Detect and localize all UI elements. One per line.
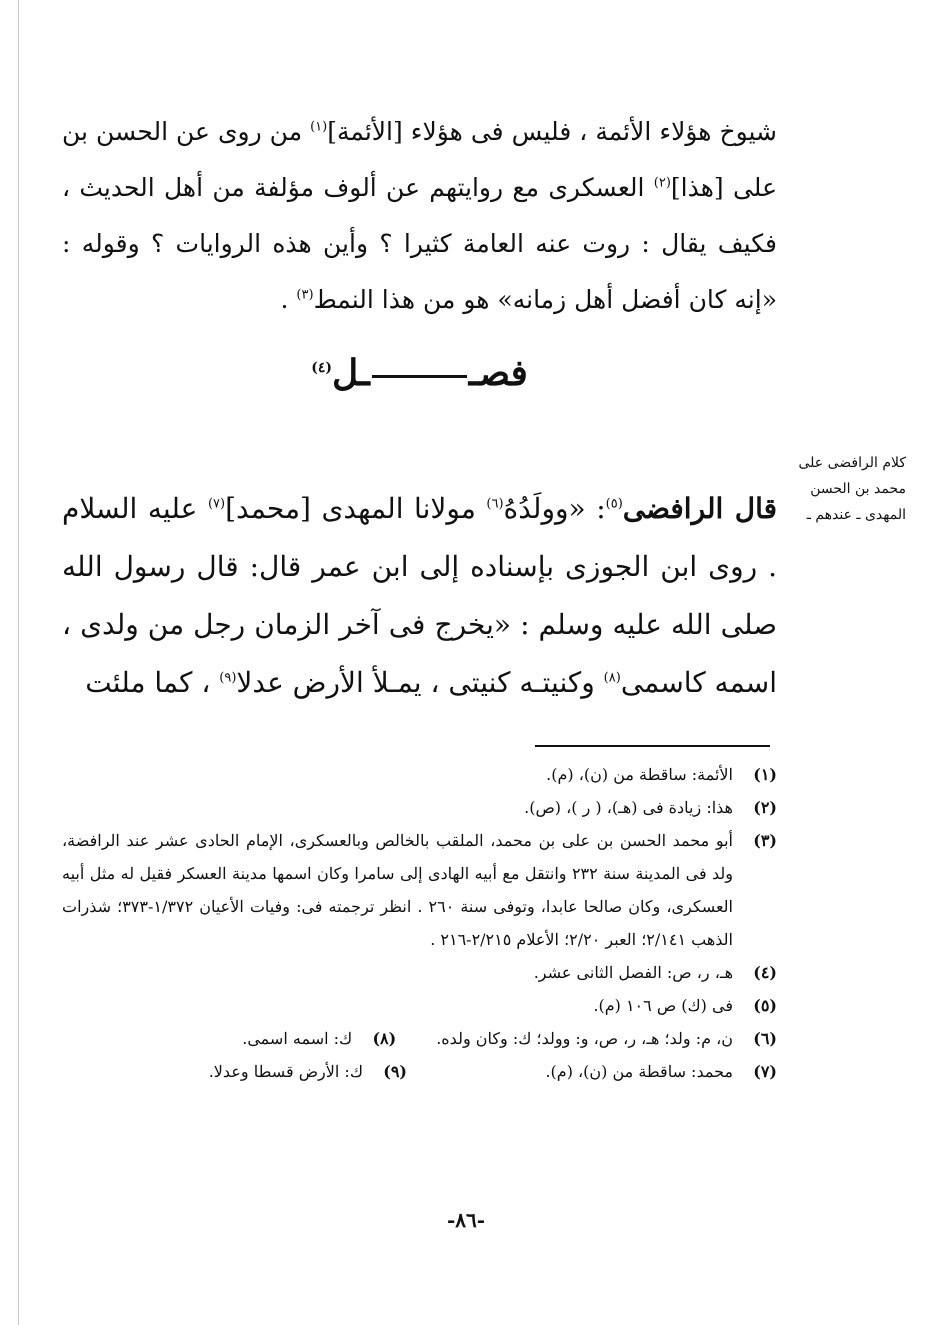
footnote-ref-9: (٩) [219,670,237,686]
main-paragraph-part5: ، كما ملئت [85,666,220,699]
footnote-number: (٥) [753,996,777,1015]
main-paragraph-part4: وكنيتـه كنيتى ، يمـلأ الأرض عدلا [236,666,604,699]
footnote-text: هذا: زيادة فى (هـ)، ( ر )، (ص). [524,798,733,817]
footnote-1 [62,758,777,791]
footnote-text: ن، م: ولد؛ هـ، ر، ص، و: وولد؛ ك: وكان ولده. [436,1029,733,1048]
main-paragraph-part3: عليه السلام . روى ابن الجوزى بإسناده إلى ابن عمر قال: قال رسول الله صلى الله عليه وسلم : «يخرج فى آخر الزمان رجل من ولدى ، اسمه كاسمى [62,492,777,699]
top-paragraph-part3: العسكرى مع روايتهم عن ألوف مؤلفة من أهل الحديث ، فكيف يقال : روت عنه العامة كثيرا ؟ وأين هذه الروايات ؟ وقوله : «إنه كان أفضل أهل زمانه» هو من هذا النمط [62,173,777,314]
footnote-row-7-9 [62,1055,777,1088]
footnote-number: (٩) [383,1062,407,1081]
footnote-number: (٢) [753,798,777,817]
footnote-ref-7: (٧) [207,496,226,512]
footnote-7 [447,1055,777,1088]
footnote-ref-2: (٢) [653,175,671,191]
footnotes [62,758,777,1088]
footnote-row-6-8 [62,1022,777,1055]
footnote-text: فى (ك) ص ١٠٦ (م). [593,996,733,1015]
heading-start: فصـ [468,352,528,394]
footnote-number: (٦) [753,1029,777,1048]
footnote-number: (٤) [753,963,777,982]
main-paragraph [62,480,777,712]
margin-note: كلام الرافضى على محمد بن الحسن المهدى ـ عندهم ـ [798,455,906,523]
footnote-ref-8: (٨) [603,670,621,686]
footnote-text: ك: اسمه اسمى. [242,1029,353,1048]
top-paragraph-part4: . [280,285,297,314]
top-paragraph-part1: شيوخ هؤلاء الأئمة ، فليس فى هؤلاء [الأئمة] [327,117,777,146]
binding-line [18,0,19,1325]
speaker-label: قال الرافضى [622,492,778,525]
top-paragraph-part2: من روى عن الحسن بن على [هذا] [62,117,777,202]
footnote-8 [242,1022,396,1055]
footnote-9 [209,1055,407,1088]
footnote-2 [62,791,777,824]
footnote-3 [62,824,777,956]
footnote-text: هـ، ر، ص: الفصل الثانى عشر. [533,963,733,982]
footnote-5 [62,989,777,1022]
page-number: -٨٦- [446,1208,486,1232]
main-paragraph-part1: : «وولَدُهُ [503,492,606,525]
footnote-ref-3: (٣) [296,287,314,303]
footnote-number: (٧) [753,1062,777,1081]
footnote-ref-5: (٥) [605,496,623,512]
main-paragraph-part2: مولانا المهدى [محمد] [225,492,487,525]
footnote-number: (٣) [753,831,777,850]
top-paragraph [62,104,777,328]
heading-end: ـل [331,352,370,394]
footnote-4 [62,956,777,989]
footnote-text: محمد: ساقطة من (ن)، (م). [545,1062,733,1081]
footnote-ref-6: (٦) [486,496,504,512]
footnote-separator [535,745,770,747]
footnote-number: (١) [753,765,777,784]
footnote-text: أبو محمد الحسن بن على بن محمد، الملقب بالخالص وبالعسكرى، الإمام الحادى عشر عند الرافضة، ولد فى المدينة سنة ٢٣٢ وانتقل مع أبيه الهادى إلى سامرا وكان اسمها مدينة العسكر فقيل له مثل أبيه العسكرى، وكان صالحا عابدا، وتوفى سنة ٢٦٠ . انظر ترجمته فى: وفيات الأعيان ١/٣٧٢-٣٧٣؛ شذرات الذهب ٢/١٤١؛ العبر ٢/٢٠؛ الأعلام ٢/٢١٥-٢١٦ . [62,831,733,949]
section-heading [62,352,777,394]
footnote-text: ك: الأرض قسطا وعدلا. [208,1062,363,1081]
footnote-ref-4: (٤) [311,360,332,376]
footnote-text: الأئمة: ساقطة من (ن)، (م). [546,765,733,784]
footnote-6 [436,1022,777,1055]
heading-tatweel [372,375,467,378]
footnote-ref-1: (١) [310,119,328,135]
footnote-number: (٨) [372,1029,397,1048]
